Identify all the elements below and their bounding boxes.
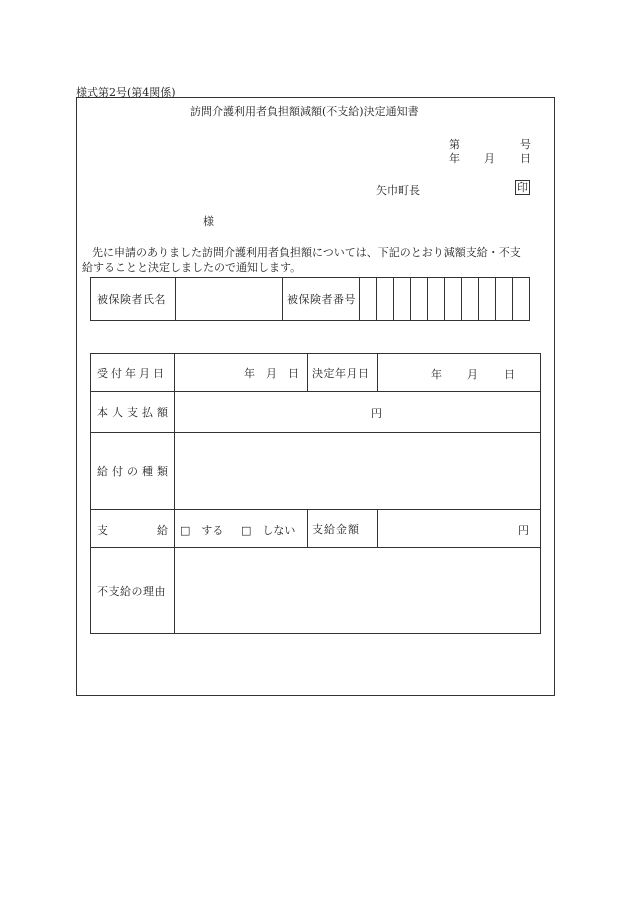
- seal-mark: 印: [517, 181, 528, 194]
- payment-row: [91, 510, 541, 548]
- benefit-type-field[interactable]: [175, 433, 541, 510]
- insured-number-label: 被保険者番号: [283, 278, 360, 321]
- details-table: [90, 353, 541, 634]
- self-pay-row: [91, 392, 541, 433]
- insured-number-digit[interactable]: [394, 278, 411, 321]
- insured-row: [91, 278, 530, 321]
- received-date-field[interactable]: 年 月 日: [175, 354, 308, 392]
- option-yes-checkbox[interactable]: □ する: [180, 524, 224, 537]
- insured-number-digit[interactable]: [496, 278, 513, 321]
- payment-options: [175, 510, 308, 548]
- insured-number-digit[interactable]: [479, 278, 496, 321]
- body-text-line2: 給することと決定しましたので通知します。: [82, 261, 302, 274]
- addressee-sama: 様: [203, 215, 214, 228]
- reason-row: [91, 548, 541, 634]
- insured-number-digit[interactable]: [513, 278, 530, 321]
- self-pay-field[interactable]: [175, 392, 541, 433]
- insured-number-digit[interactable]: [462, 278, 479, 321]
- doc-number-go: 号: [520, 138, 531, 151]
- insured-number-digit[interactable]: [445, 278, 462, 321]
- reason-field[interactable]: [175, 548, 541, 634]
- payment-label: [91, 510, 175, 548]
- payment-label-b: 給: [157, 524, 168, 537]
- reason-label: 不支給の理由: [91, 548, 175, 634]
- payment-label-a: 支: [97, 524, 108, 537]
- decision-year: 年: [431, 368, 442, 381]
- decision-date-label: 決定年月日: [308, 354, 378, 392]
- insured-number-digit[interactable]: [377, 278, 394, 321]
- decision-day: 日: [504, 368, 515, 381]
- body-text-line1: 先に申請のありました訪問介護利用者負担額については、下記のとおり減額支給・不支: [92, 246, 521, 259]
- payment-amount-field[interactable]: [378, 510, 541, 548]
- document-title: 訪問介護利用者負担額減額(不支給)決定通知書: [190, 105, 419, 118]
- doc-date-year: 年: [449, 152, 460, 165]
- decision-month: 月: [467, 368, 478, 381]
- insured-number-digit[interactable]: [360, 278, 377, 321]
- self-pay-yen: 円: [371, 407, 382, 420]
- doc-date-month: 月: [484, 152, 495, 165]
- self-pay-label: 本人支払額: [91, 392, 175, 433]
- insured-name-label: 被保険者氏名: [91, 278, 176, 321]
- doc-number-dai: 第: [449, 138, 460, 151]
- benefit-type-label: 給付の種類: [91, 433, 175, 510]
- insured-number-digit[interactable]: [411, 278, 428, 321]
- insured-table: [90, 277, 530, 321]
- form-number: 様式第2号(第4関係): [76, 86, 176, 99]
- payment-yen: 円: [518, 524, 529, 537]
- insured-number-digit[interactable]: [428, 278, 445, 321]
- doc-date-day: 日: [520, 152, 531, 165]
- benefit-type-row: [91, 433, 541, 510]
- received-row: [91, 354, 541, 392]
- issuer-name: 矢巾町長: [376, 184, 420, 197]
- decision-date-field[interactable]: [378, 354, 541, 392]
- option-no-checkbox[interactable]: □ しない: [241, 524, 296, 537]
- insured-name-field[interactable]: [176, 278, 283, 321]
- payment-amount-label: 支給金額: [308, 510, 378, 548]
- received-date-label: 受付年月日: [91, 354, 175, 392]
